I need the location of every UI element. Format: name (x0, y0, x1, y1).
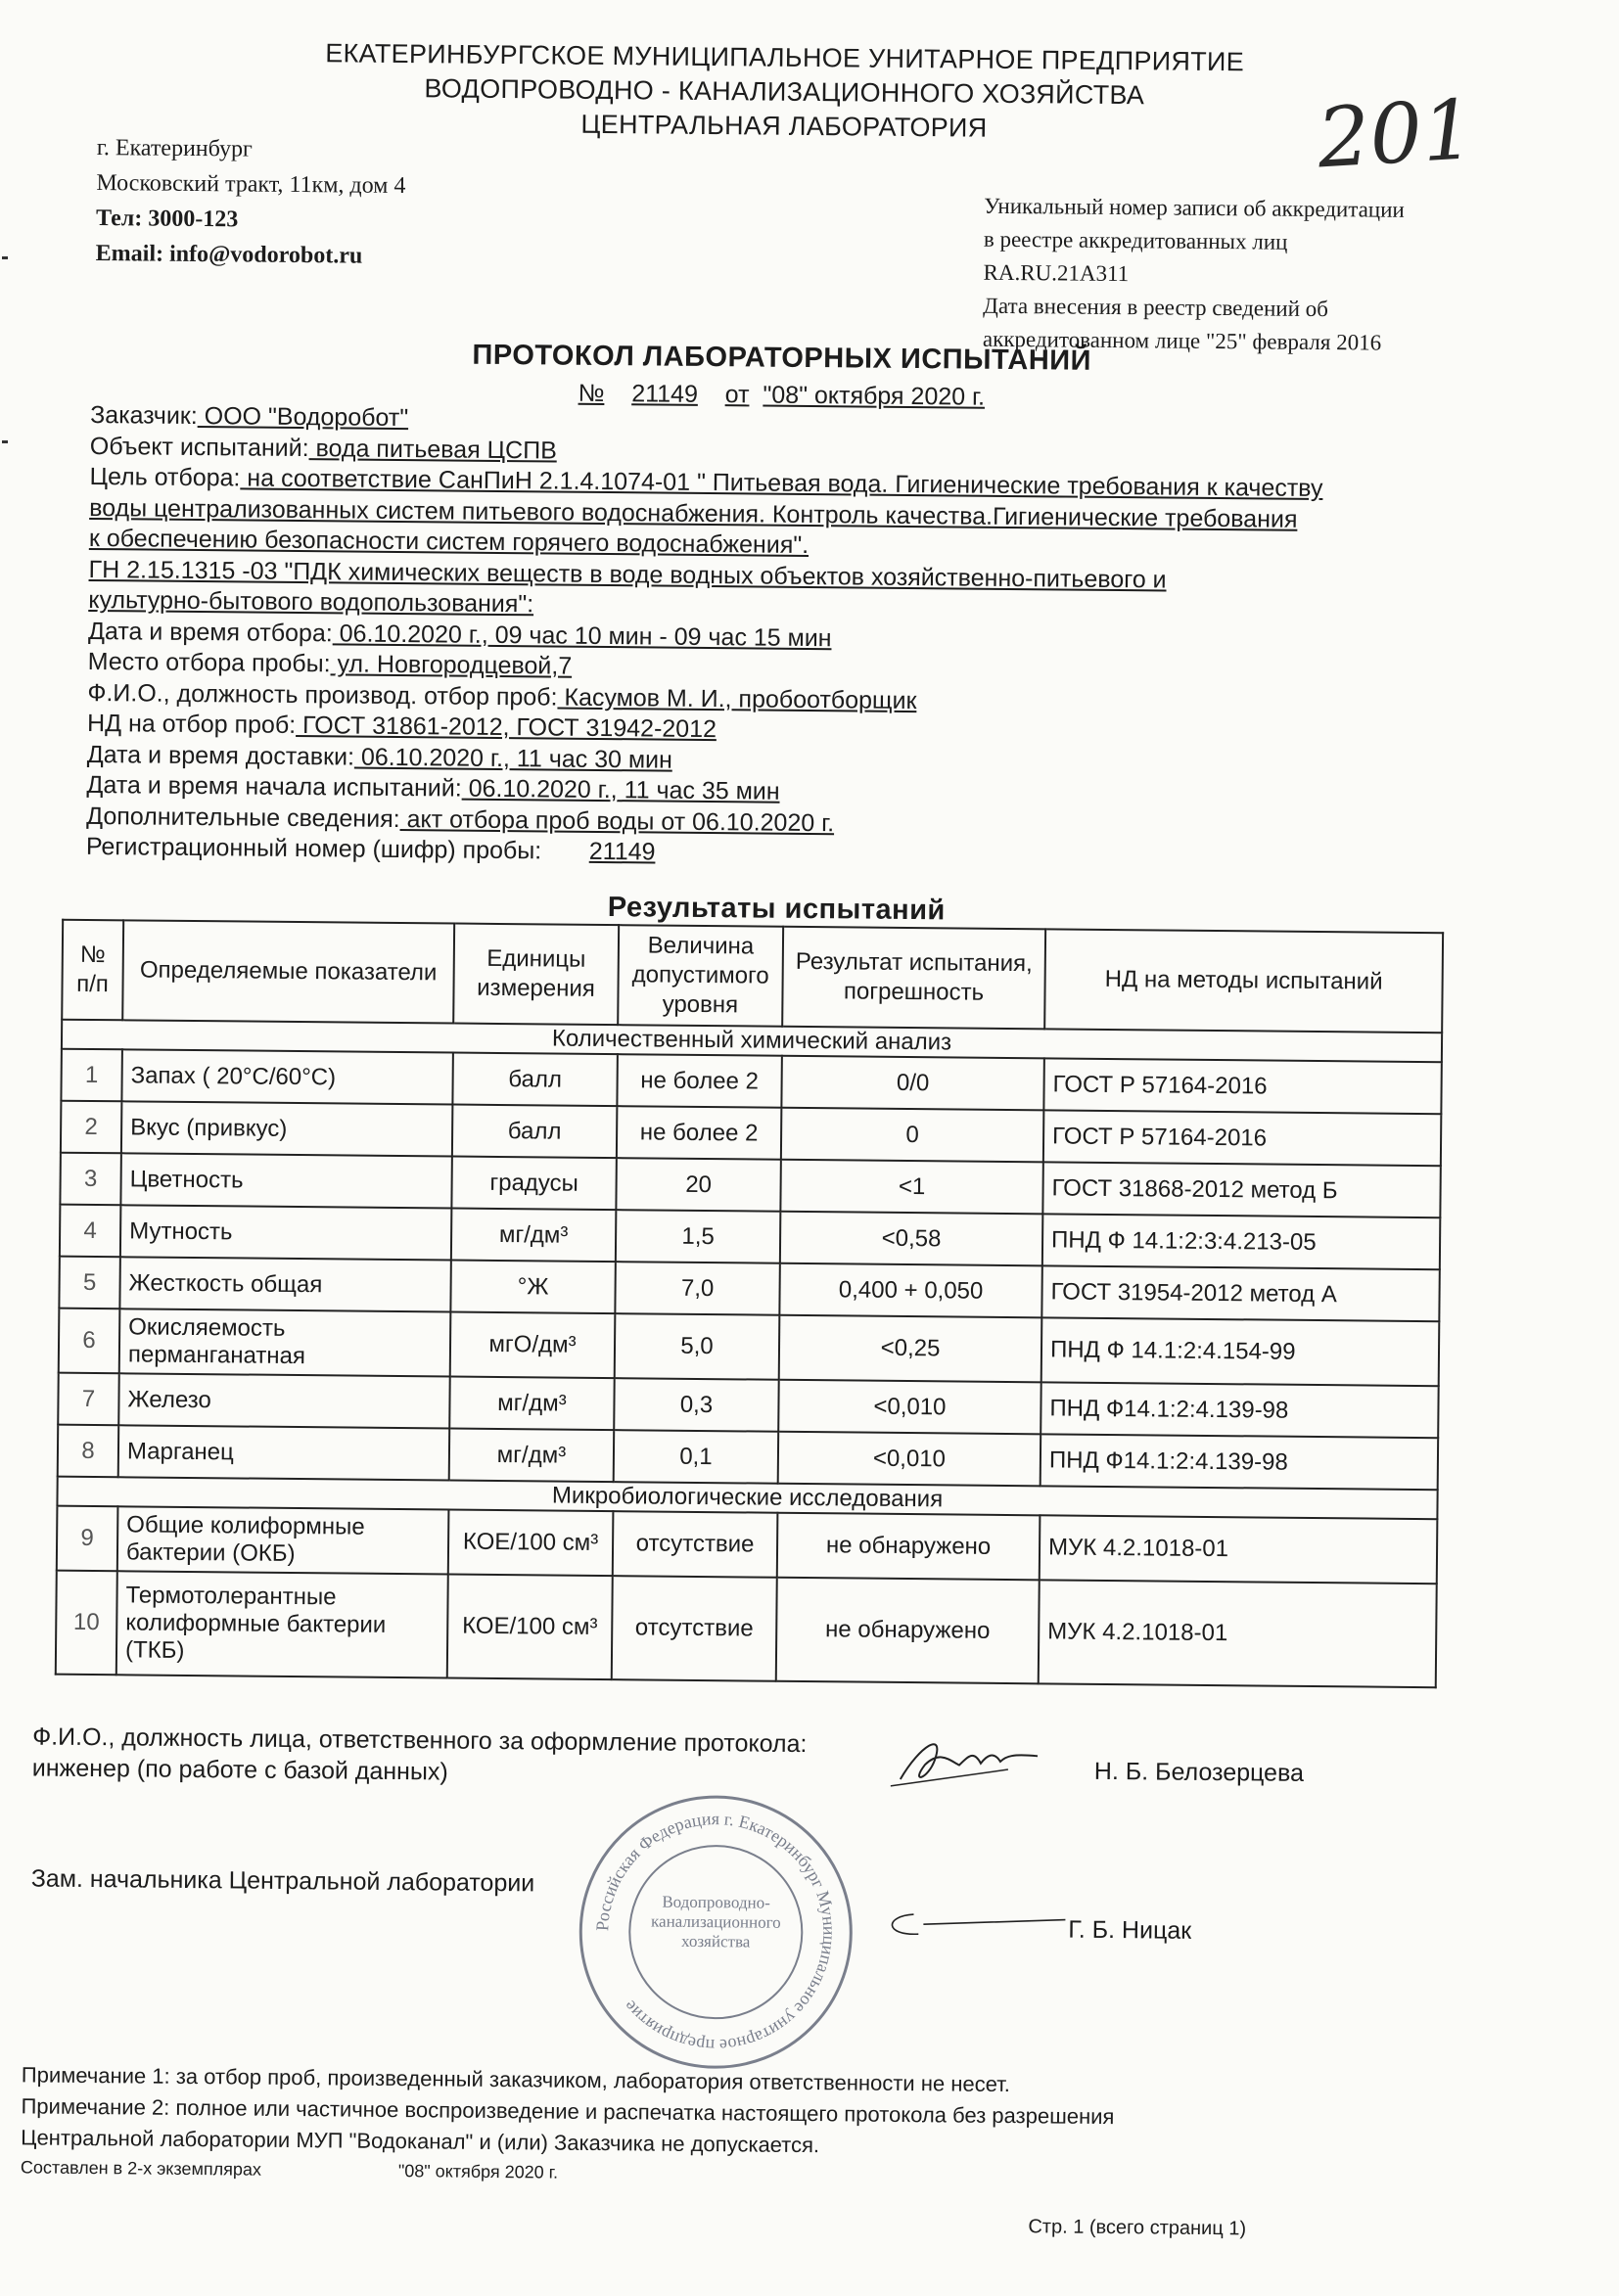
indicator-name: Запах ( 20°С/60°С) (121, 1049, 452, 1104)
note-1: Примечание 1: за отбор проб, произведенный заказчиком, лаборатория ответственности не несет. (21, 2062, 1011, 2097)
start-label: Дата и время начала испытаний: (86, 770, 462, 803)
date-label: от (724, 381, 750, 409)
sampler-value: Касумов М. И., пробоотборщик (557, 683, 917, 714)
method-nd: ПНД Ф14.1:2:4.139-98 (1041, 1434, 1438, 1490)
deputy-title: Зам. начальника Центральной лаборатории (30, 1864, 535, 1898)
accreditation-line-2: в реестре аккредитованных лиц (983, 226, 1288, 254)
result-value: <0,25 (779, 1315, 1042, 1383)
indicator-name: Термотолерантные колиформные бактерии (ТКБ) (116, 1571, 448, 1677)
limit-value: не более 2 (617, 1054, 782, 1108)
row-number: 7 (58, 1373, 119, 1426)
method-nd: МУК 4.2.1018-01 (1040, 1515, 1438, 1584)
street-address: Московский тракт, 11км, дом 4 (96, 170, 406, 200)
unit: градусы (451, 1157, 617, 1211)
signature-belozertseva (891, 1725, 1058, 1796)
delivery-label: Дата и время доставки: (86, 740, 355, 771)
row-number: 9 (57, 1506, 118, 1572)
signature-nitsak (855, 1895, 1071, 1955)
nd-label: НД на отбор проб: (86, 709, 297, 739)
result-value: не обнаружено (776, 1578, 1040, 1684)
unit: мг/дм³ (449, 1377, 615, 1431)
page-number: Стр. 1 (всего страниц 1) (1028, 2216, 1247, 2240)
nd-value: ГОСТ 31861-2012, ГОСТ 31942-2012 (296, 711, 717, 744)
org-line-1: ЕКАТЕРИНБУРГСКОЕ МУНИЦИПАЛЬНОЕ УНИТАРНОЕ ПРЕДПРИЯТИЕ (325, 38, 1245, 77)
section-chemical: Количественный химический анализ (62, 1020, 1442, 1063)
limit-value: отсутствие (613, 1511, 778, 1578)
purpose-line-2: воды централизованных систем питьевого водоснабжения. Контроль качества.Гигиенические требования (89, 493, 1298, 533)
organization-stamp (568, 1784, 864, 2081)
customer-value: ООО "Водоробот" (197, 402, 409, 433)
customer-label: Заказчик: (90, 400, 198, 431)
col-limit: Величина допустимого уровня (618, 925, 783, 1027)
indicator-name: Цветность (120, 1153, 451, 1208)
sampling-dt-value: 06.10.2020 г., 09 час 10 мин - 09 час 15 мин (332, 619, 832, 652)
limit-value: 1,5 (616, 1210, 781, 1263)
number-value: 21149 (631, 380, 699, 408)
row-number: 8 (58, 1425, 119, 1478)
result-value: не обнаружено (777, 1513, 1041, 1581)
results-header-row (62, 920, 1443, 1033)
accreditation-block (983, 190, 1405, 360)
method-nd: ГОСТ 31868-2012 метод Б (1042, 1162, 1440, 1217)
org-line-3: ЦЕНТРАЛЬНАЯ ЛАБОРАТОРИЯ (580, 109, 988, 143)
scan-mark (2, 440, 8, 443)
col-result: Результат испытания, погрешность (782, 927, 1045, 1030)
limit-value: 20 (616, 1158, 781, 1212)
purpose-line-1: на соответствие СанПиН 2.1.4.1074-01 " Питьевая вода. Гигиенические требования к качеству (240, 464, 1323, 503)
method-nd: ПНД Ф14.1:2:4.139-98 (1041, 1382, 1438, 1438)
place-label: Место отбора пробы: (87, 647, 331, 678)
reg-label: Регистрационный номер (шифр) пробы: (85, 832, 542, 865)
protocol-title: ПРОТОКОЛ ЛАБОРАТОРНЫХ ИСПЫТАНИЙ (472, 339, 1092, 377)
stamp-center-text: Водопроводно-канализационного хозяйства (650, 1892, 781, 1952)
deputy-name: Г. Б. Ницак (1068, 1915, 1192, 1945)
table-row (56, 1571, 1437, 1688)
sampling-dt-label: Дата и время отбора: (87, 617, 333, 647)
place-value: ул. Новгородцевой,7 (330, 650, 573, 680)
method-nd: ГОСТ Р 57164-2016 (1043, 1058, 1441, 1114)
row-number: 4 (60, 1205, 121, 1258)
unit: балл (452, 1105, 618, 1159)
indicator-name: Жесткость общая (119, 1257, 450, 1311)
section-microbiology: Микробиологические исследования (57, 1477, 1437, 1520)
unit: мгО/дм³ (450, 1312, 616, 1379)
col-units: Единицы измерения (453, 924, 619, 1026)
results-title: Результаты испытаний (607, 892, 946, 927)
start-value: 06.10.2020 г., 11 час 35 мин (461, 774, 780, 805)
unit: балл (452, 1053, 618, 1107)
result-value: 0,400 + 0,050 (779, 1263, 1041, 1318)
unit: КОЕ/100 см³ (447, 1575, 613, 1680)
unit: мг/дм³ (451, 1209, 617, 1263)
email: Email: info@vodorobot.ru (95, 241, 363, 269)
method-nd: ПНД Ф 14.1:2:4.154-99 (1041, 1317, 1440, 1386)
extra-label: Дополнительные сведения: (86, 802, 400, 833)
limit-value: 0,1 (614, 1430, 779, 1484)
reg-value: 21149 (588, 837, 656, 866)
indicator-name: Окисляемость перманганатная (119, 1309, 451, 1376)
org-line-2: ВОДОПРОВОДНО - КАНАЛИЗАЦИОННОГО ХОЗЯЙСТВА (424, 73, 1145, 111)
result-value: <1 (780, 1160, 1042, 1215)
copies-note: Составлен в 2-х экземплярах (20, 2157, 261, 2180)
indicator-name: Мутность (120, 1205, 451, 1260)
col-indicator: Определяемые показатели (122, 920, 454, 1023)
indicator-name: Вкус (привкус) (121, 1101, 452, 1156)
purpose-line-3: к обеспечению безопасности систем горячего водоснабжения". (88, 524, 810, 560)
method-nd: ГОСТ Р 57164-2016 (1043, 1110, 1441, 1166)
note-2: Примечание 2: полное или частичное воспроизведение и распечатка настоящего протокола без разрешения (21, 2093, 1115, 2130)
row-number: 3 (60, 1153, 121, 1206)
responsible-line-1: Ф.И.О., должность лица, ответственного за оформление протокола: (32, 1722, 808, 1759)
purpose-line-5: культурно-бытового водопользования": (88, 585, 534, 619)
scan-mark (2, 256, 8, 259)
extra-value: акт отбора проб воды от 06.10.2020 г. (399, 804, 835, 837)
stamp-ring-text: Российская Федерация г. Екатеринбург Муниципальное унитарное предприятие (592, 1809, 840, 2056)
responsible-line-2: инженер (по работе с базой данных) (31, 1754, 448, 1786)
handwritten-number: 201 (1315, 81, 1478, 187)
result-value: <0,010 (778, 1432, 1041, 1487)
unit: мг/дм³ (449, 1429, 615, 1483)
unit: °Ж (450, 1261, 616, 1314)
registry-line-1: Дата внесения в реестр сведений об (983, 293, 1329, 322)
limit-value: не более 2 (617, 1106, 782, 1160)
purpose-label: Цель отбора: (89, 462, 241, 492)
notes-block (21, 2059, 1115, 2164)
col-num: № п/п (62, 920, 123, 1021)
object-value: вода питьевая ЦСПВ (308, 434, 557, 465)
result-value: 0 (781, 1108, 1043, 1163)
date-value: "08" октября 2020 г. (763, 381, 986, 411)
result-value: 0/0 (781, 1056, 1043, 1111)
purpose-line-4: ГН 2.15.1315 -03 "ПДК химических веществ в воде водных объектов хозяйственно-питьевого и (88, 555, 1167, 594)
row-number: 5 (59, 1257, 120, 1309)
indicator-name: Железо (118, 1373, 449, 1428)
limit-value: 0,3 (614, 1378, 779, 1432)
number-label: № (578, 379, 605, 407)
accreditation-number: RA.RU.21A311 (983, 259, 1130, 287)
organization-header (295, 36, 1274, 149)
method-nd: МУК 4.2.1018-01 (1039, 1580, 1437, 1687)
indicator-name: Общие колиформные бактерии (ОКБ) (117, 1506, 449, 1574)
sample-fields (86, 400, 1460, 876)
note-2-continuation: Центральной лаборатории МУП "Водоканал" и (или) Заказчика не допускается. (21, 2125, 820, 2158)
method-nd: ГОСТ 31954-2012 метод А (1041, 1265, 1439, 1321)
accreditation-line-1: Уникальный номер записи об аккредитации (984, 193, 1405, 222)
responsible-block (32, 1721, 808, 1791)
responsible-name: Н. Б. Белозерцева (1093, 1757, 1305, 1787)
copies-date: "08" октября 2020 г. (397, 2161, 559, 2182)
row-number: 10 (56, 1571, 117, 1676)
limit-value: 7,0 (615, 1262, 780, 1315)
registry-line-2: аккредитованном лице "25" февраля 2016 (982, 326, 1382, 355)
row-number: 2 (61, 1101, 122, 1154)
row-number: 6 (59, 1309, 120, 1374)
row-number: 1 (61, 1049, 122, 1102)
phone: Тел: 3000-123 (95, 206, 239, 233)
result-value: <0,58 (780, 1212, 1042, 1266)
results-table (55, 919, 1444, 1689)
city: г. Екатеринбург (96, 135, 253, 162)
unit: КОЕ/100 см³ (448, 1510, 614, 1577)
method-nd: ПНД Ф 14.1:2:3:4.213-05 (1042, 1214, 1440, 1269)
sampler-label: Ф.И.О., должность производ. отбор проб: (87, 678, 558, 712)
delivery-value: 06.10.2020 г., 11 час 30 мин (353, 743, 672, 774)
object-label: Объект испытаний: (89, 432, 309, 462)
address-block (96, 130, 406, 274)
result-value: <0,010 (778, 1380, 1041, 1435)
col-method: НД на методы испытаний (1044, 929, 1443, 1033)
limit-value: 5,0 (615, 1313, 780, 1380)
limit-value: отсутствие (612, 1576, 777, 1681)
indicator-name: Марганец (118, 1425, 449, 1480)
